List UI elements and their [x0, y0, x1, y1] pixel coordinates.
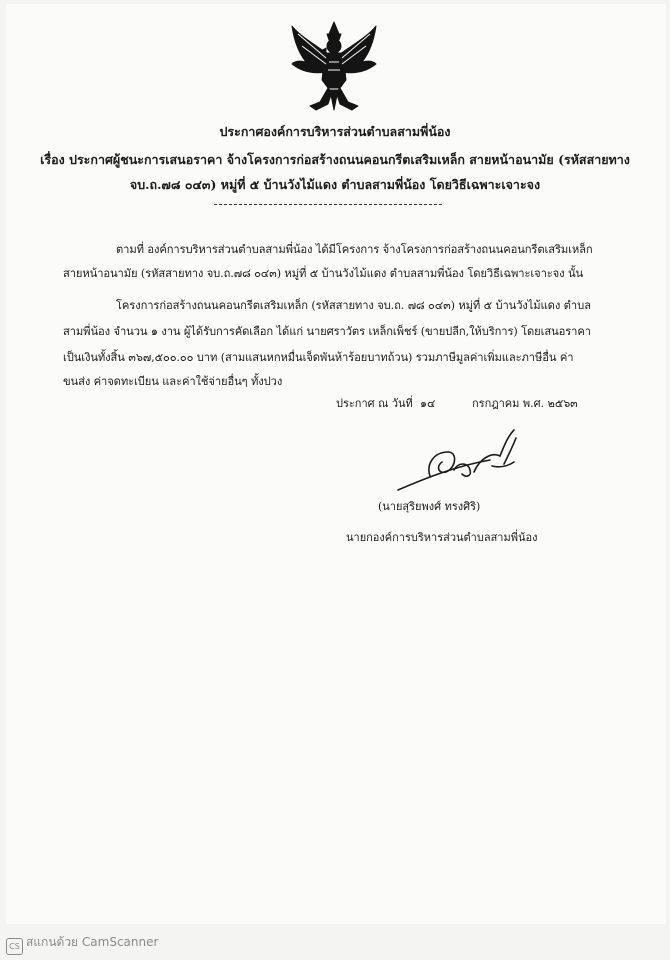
garuda-emblem-icon	[288, 18, 380, 114]
announcement-subject-line2: จบ.ถ.๗๘ ๐๔๓) หมู่ที่ ๕ บ้านวังไม้แดง ตำบลสามพี่น้อง โดยวิธีเฉพาะเจาะจง	[129, 177, 541, 192]
announcement-subject-line1: เรื่อง ประกาศผู้ชนะการเสนอราคา จ้างโครงการก่อสร้างถนนคอนกรีตเสริมเหล็ก สายหน้าอนามัย (รหัสสายทาง	[40, 152, 630, 167]
announcement-title: ประกาศองค์การบริหารส่วนตำบลสามพี่น้อง	[219, 124, 451, 139]
paper-sheet	[6, 4, 666, 924]
body-line: ตามที่ องค์การบริหารส่วนตำบลสามพี่น้อง ได้มีโครงการ จ้างโครงการก่อสร้างถนนคอนกรีตเสริมเหล็ก	[116, 243, 593, 256]
signer-title: นายกองค์การบริหารส่วนตำบลสามพี่น้อง	[346, 531, 538, 544]
camscanner-watermark	[6, 933, 158, 955]
announce-day: ๑๔	[420, 397, 436, 410]
body-line: โครงการก่อสร้างถนนคอนกรีตเสริมเหล็ก (รหัสสายทาง จบ.ถ. ๗๘ ๐๔๓) หมู่ที่ ๕ บ้านวังไม้แดง ตำบล	[116, 299, 591, 312]
body-line: สายหน้าอนามัย (รหัสสายทาง จบ.ถ.๗๘ ๐๔๓) หมู่ที่ ๕ บ้านวังไม้แดง ตำบลสามพี่น้อง โดยวิธีเฉพาะเจาะจง นั้น	[63, 267, 584, 280]
announce-date-label: ประกาศ ณ วันที่	[336, 397, 413, 410]
camscanner-logo-icon: CS	[6, 938, 23, 955]
signature-icon	[396, 426, 542, 496]
announce-month-year: กรกฎาคม พ.ศ. ๒๕๖๓	[472, 397, 578, 410]
dashed-divider	[214, 204, 442, 205]
body-line: เป็นเงินทั้งสิ้น ๓๖๗,๕๐๐.๐๐ บาท (สามแสนหกหมื่นเจ็ดพันห้าร้อยบาทถ้วน) รวมภาษีมูลค่าเพิ่มและภาษีอื่น ค่า	[63, 351, 574, 364]
body-line: สามพี่น้อง จำนวน ๑ งาน ผู้ได้รับการคัดเลือก ได้แก่ นายศราวัตร เหล็กเพ็ชร์ (ขายปลีก,ให้บริการ) โดยเสนอราคา	[63, 325, 591, 338]
camscanner-label: สแกนด้วย CamScanner	[26, 935, 159, 949]
signer-name: (นายสุริยพงศ์ ทรงศิริ)	[378, 500, 481, 513]
body-line: ขนส่ง ค่าจดทะเบียน และค่าใช้จ่ายอื่นๆ ทั้งปวง	[63, 375, 283, 388]
